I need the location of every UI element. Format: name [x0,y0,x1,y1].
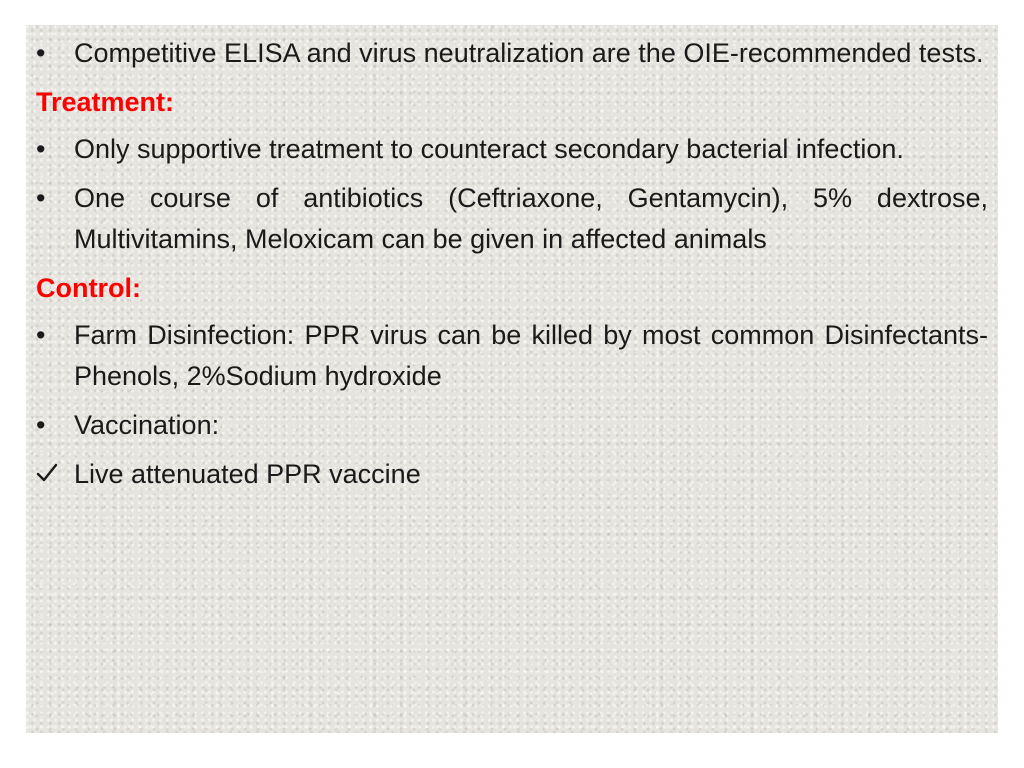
bullet-icon: • [36,38,46,68]
bullet-text: Vaccination: [74,410,220,440]
bullet-item-supportive-treatment [36,129,988,170]
bullet-text: Farm Disinfection: PPR virus can be killed by most common Disinfectants-Phenols, 2%Sodium hydroxide [74,320,988,391]
bullet-item-oie-tests [36,33,988,74]
bullet-text: Competitive ELISA and virus neutralization are the OIE-recommended tests. [74,38,984,68]
checkmark-icon [36,454,66,495]
bullet-text: Only supportive treatment to counteract secondary bacterial infection. [74,134,904,164]
slide-content [36,33,988,503]
check-item-live-vaccine [36,454,988,495]
bullet-text: One course of antibiotics (Ceftriaxone, Gentamycin), 5% dextrose, Multivitamins, Meloxicam can be given in affected animals [74,183,988,254]
check-text: Live attenuated PPR vaccine [74,459,421,489]
section-heading-treatment: Treatment: [36,87,175,117]
bullet-item-antibiotics [36,178,988,260]
bullet-icon: • [36,134,46,164]
section-heading-control: Control: [36,273,141,303]
bullet-item-vaccination [36,405,988,446]
bullet-icon: • [36,320,46,350]
slide [26,25,998,733]
bullet-item-farm-disinfection [36,315,988,397]
bullet-icon: • [36,410,46,440]
bullet-icon: • [36,183,46,213]
